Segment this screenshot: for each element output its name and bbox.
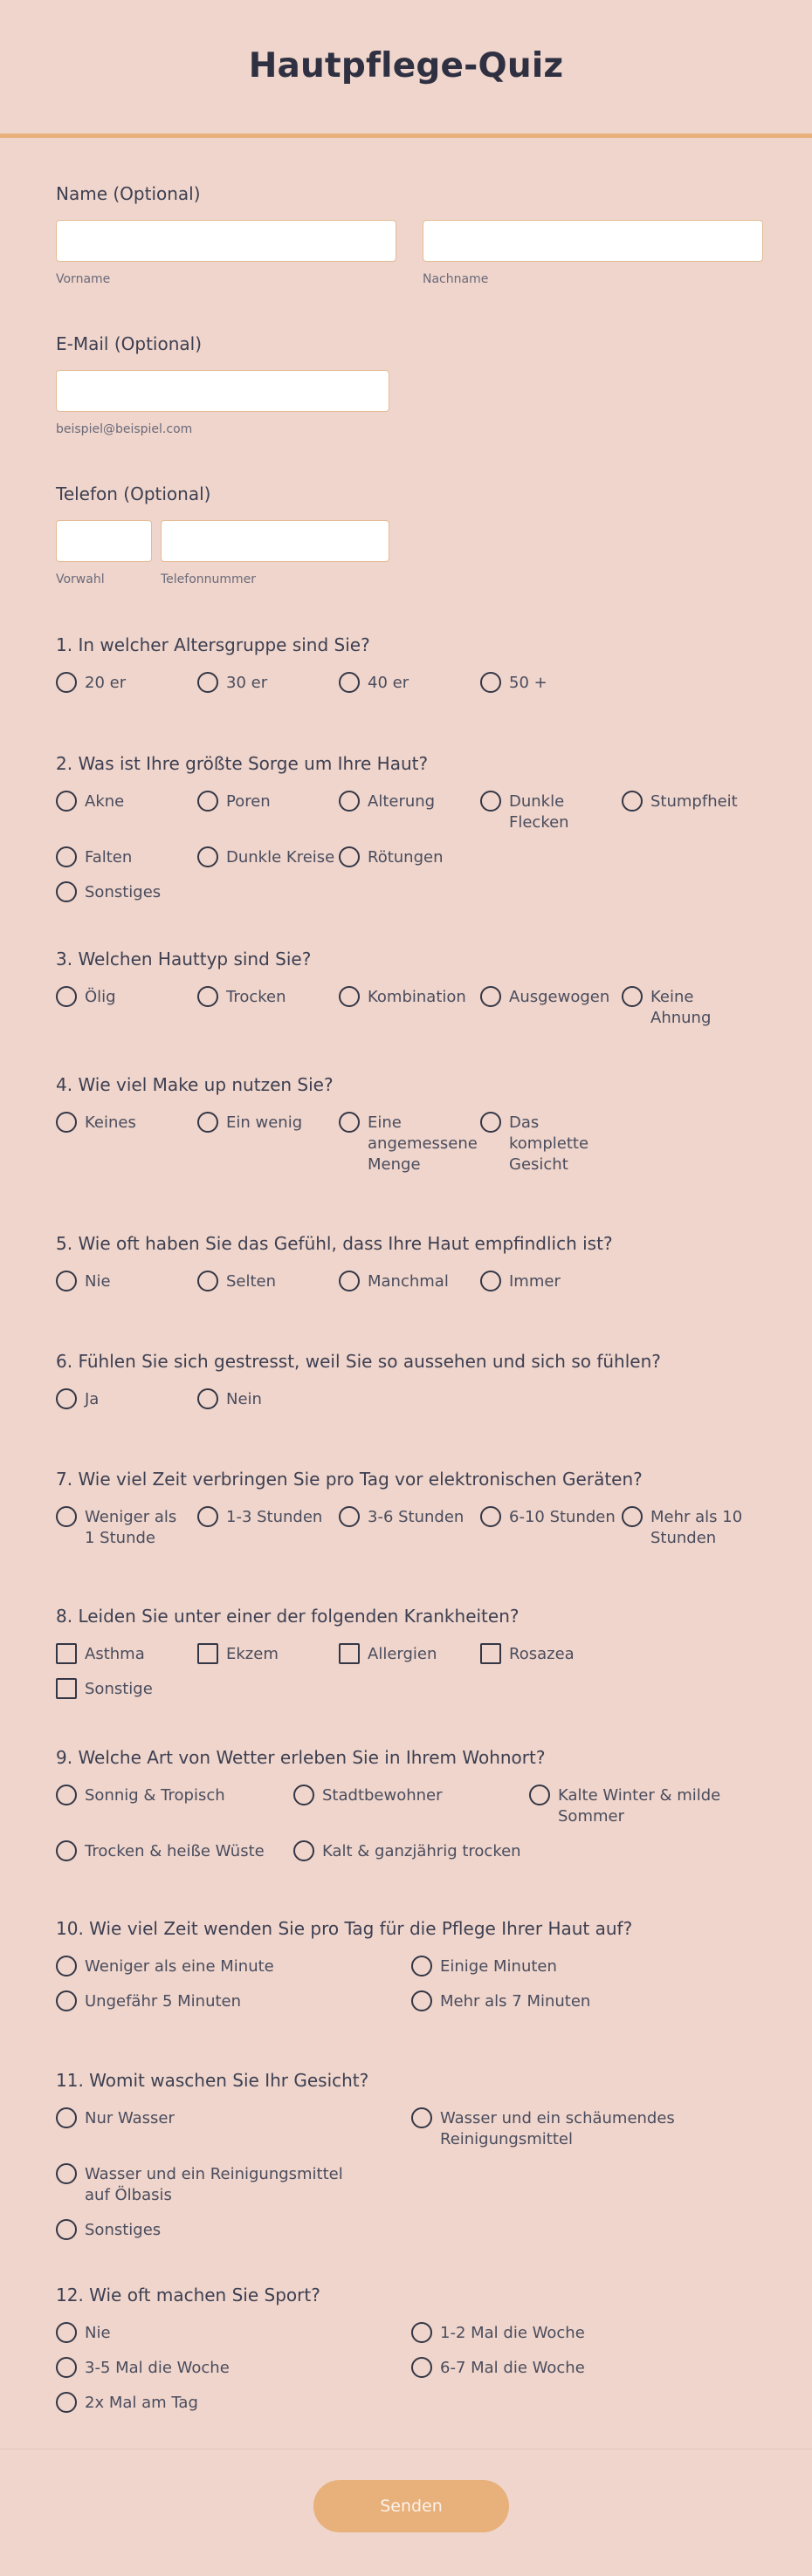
q8-option-allergien[interactable]: Allergien xyxy=(339,1644,480,1665)
page-title: Hautpflege-Quiz xyxy=(248,45,564,86)
question-5 xyxy=(56,1233,763,1292)
q12-option-nie[interactable]: Nie xyxy=(56,2323,411,2344)
q1-option-40[interactable]: 40 er xyxy=(339,673,480,694)
radio-icon[interactable] xyxy=(197,672,218,693)
radio-icon[interactable] xyxy=(339,1506,360,1527)
radio-icon[interactable] xyxy=(56,2392,77,2413)
question-11-title: 11. Womit waschen Sie Ihr Gesicht? xyxy=(56,2070,369,2091)
radio-icon[interactable] xyxy=(197,1112,218,1133)
q12-option-2x-tag[interactable]: 2x Mal am Tag xyxy=(56,2393,411,2414)
q8-option-sonstige[interactable]: Sonstige xyxy=(56,1679,763,1700)
q5-option-manchmal[interactable]: Manchmal xyxy=(339,1271,480,1292)
checkbox-icon[interactable] xyxy=(339,1643,360,1664)
phone-number-sublabel: Telefonnummer xyxy=(161,572,257,586)
radio-icon[interactable] xyxy=(339,846,360,867)
area-code-sublabel: Vorwahl xyxy=(56,572,105,586)
radio-icon[interactable] xyxy=(56,2107,77,2128)
radio-icon[interactable] xyxy=(56,1112,77,1133)
radio-icon[interactable] xyxy=(56,986,77,1007)
radio-icon[interactable] xyxy=(56,1506,77,1527)
q5-option-nie[interactable]: Nie xyxy=(56,1271,197,1292)
q1-option-30[interactable]: 30 er xyxy=(197,673,339,694)
q10-option-5-minuten[interactable]: Ungefähr 5 Minuten xyxy=(56,1991,411,2012)
question-2-title: 2. Was ist Ihre größte Sorge um Ihre Haut? xyxy=(56,753,429,774)
q4-option-angemessene-menge[interactable]: Eine angemessene Menge xyxy=(339,1113,480,1175)
radio-icon[interactable] xyxy=(339,986,360,1007)
q8-option-rosazea[interactable]: Rosazea xyxy=(480,1644,622,1665)
q2-option-dunkle-flecken[interactable]: Dunkle Flecken xyxy=(480,791,622,833)
radio-icon[interactable] xyxy=(411,1990,432,2011)
q9-option-trocken-wueste[interactable]: Trocken & heiße Wüste xyxy=(56,1841,293,1862)
radio-icon[interactable] xyxy=(293,1785,314,1805)
q9-option-stadtbewohner[interactable]: Stadtbewohner xyxy=(293,1785,529,1827)
radio-icon[interactable] xyxy=(56,2163,77,2184)
name-field xyxy=(56,183,763,286)
radio-icon[interactable] xyxy=(339,1271,360,1291)
q4-option-komplettes-gesicht[interactable]: Das komplette Gesicht xyxy=(480,1113,622,1175)
q3-option-kombination[interactable]: Kombination xyxy=(339,987,480,1029)
question-2 xyxy=(56,753,763,903)
q5-option-selten[interactable]: Selten xyxy=(197,1271,339,1292)
q8-option-asthma[interactable]: Asthma xyxy=(56,1644,197,1665)
radio-icon[interactable] xyxy=(197,791,218,812)
q1-option-20[interactable]: 20 er xyxy=(56,673,197,694)
submit-button[interactable]: Senden xyxy=(313,2480,509,2532)
radio-icon[interactable] xyxy=(339,672,360,693)
q6-option-nein[interactable]: Nein xyxy=(197,1389,339,1410)
q4-option-ein-wenig[interactable]: Ein wenig xyxy=(197,1113,339,1175)
radio-icon[interactable] xyxy=(480,986,501,1007)
question-10-title: 10. Wie viel Zeit wenden Sie pro Tag für die Pflege Ihrer Haut auf? xyxy=(56,1918,633,1939)
radio-icon[interactable] xyxy=(56,1990,77,2011)
radio-icon[interactable] xyxy=(622,1506,643,1527)
phone-label: Telefon (Optional) xyxy=(56,483,211,504)
first-name-input[interactable] xyxy=(56,220,396,262)
q3-option-oelig[interactable]: Ölig xyxy=(56,987,197,1029)
email-input[interactable] xyxy=(56,370,389,412)
question-4-title: 4. Wie viel Make up nutzen Sie? xyxy=(56,1074,334,1095)
question-6 xyxy=(56,1351,763,1410)
question-5-title: 5. Wie oft haben Sie das Gefühl, dass Ihre Haut empfindlich ist? xyxy=(56,1233,613,1254)
checkbox-icon[interactable] xyxy=(480,1643,501,1664)
radio-icon[interactable] xyxy=(197,1271,218,1291)
radio-icon[interactable] xyxy=(293,1840,314,1861)
q7-option-weniger-als-1[interactable]: Weniger als 1 Stunde xyxy=(56,1507,197,1549)
radio-icon[interactable] xyxy=(56,846,77,867)
q12-option-3-5[interactable]: 3-5 Mal die Woche xyxy=(56,2358,411,2379)
question-9-title: 9. Welche Art von Wetter erleben Sie in Ihrem Wohnort? xyxy=(56,1747,546,1768)
q7-option-1-3[interactable]: 1-3 Stunden xyxy=(197,1507,339,1549)
q2-option-roetungen[interactable]: Rötungen xyxy=(339,847,480,868)
email-field xyxy=(56,333,763,436)
q10-option-weniger-als-minute[interactable]: Weniger als eine Minute xyxy=(56,1956,411,1977)
radio-icon[interactable] xyxy=(56,791,77,812)
radio-icon[interactable] xyxy=(56,1388,77,1409)
q2-option-sonstiges[interactable]: Sonstiges xyxy=(56,882,763,903)
q2-option-akne[interactable]: Akne xyxy=(56,791,197,833)
question-11 xyxy=(56,2070,763,2241)
q7-option-6-10[interactable]: 6-10 Stunden xyxy=(480,1507,622,1549)
question-6-title: 6. Fühlen Sie sich gestresst, weil Sie so aussehen und sich so fühlen? xyxy=(56,1351,661,1372)
question-3-title: 3. Welchen Hauttyp sind Sie? xyxy=(56,949,312,969)
q2-option-dunkle-kreise[interactable]: Dunkle Kreise xyxy=(197,847,339,868)
q1-option-50[interactable]: 50 + xyxy=(480,673,622,694)
radio-icon[interactable] xyxy=(622,791,643,812)
q3-option-ausgewogen[interactable]: Ausgewogen xyxy=(480,987,622,1029)
form-header xyxy=(0,0,812,138)
q10-option-mehr-als-7[interactable]: Mehr als 7 Minuten xyxy=(411,1991,760,2012)
name-label: Name (Optional) xyxy=(56,183,201,204)
radio-icon[interactable] xyxy=(411,1956,432,1977)
question-7 xyxy=(56,1469,763,1549)
q6-option-ja[interactable]: Ja xyxy=(56,1389,197,1410)
radio-icon[interactable] xyxy=(480,672,501,693)
radio-icon[interactable] xyxy=(529,1785,550,1805)
radio-icon[interactable] xyxy=(56,1271,77,1291)
checkbox-icon[interactable] xyxy=(197,1643,218,1664)
radio-icon[interactable] xyxy=(197,1506,218,1527)
q12-option-1-2[interactable]: 1-2 Mal die Woche xyxy=(411,2323,760,2344)
q9-option-kalte-winter[interactable]: Kalte Winter & milde Sommer xyxy=(529,1785,747,1827)
q4-option-keines[interactable]: Keines xyxy=(56,1113,197,1175)
question-3 xyxy=(56,949,763,1029)
q12-option-6-7[interactable]: 6-7 Mal die Woche xyxy=(411,2358,760,2379)
question-12 xyxy=(56,2285,763,2414)
question-8-title: 8. Leiden Sie unter einer der folgenden Krankheiten? xyxy=(56,1606,520,1627)
radio-icon[interactable] xyxy=(622,986,643,1007)
question-4 xyxy=(56,1074,763,1175)
question-1 xyxy=(56,634,763,694)
first-name-sublabel: Vorname xyxy=(56,272,111,286)
radio-icon[interactable] xyxy=(56,1785,77,1805)
q8-option-ekzem[interactable]: Ekzem xyxy=(197,1644,339,1665)
radio-icon[interactable] xyxy=(56,881,77,902)
q11-option-oelbasis[interactable]: Wasser und ein Reinigungsmittel auf Ölbasis xyxy=(56,2164,411,2206)
question-8 xyxy=(56,1606,763,1700)
radio-icon[interactable] xyxy=(339,791,360,812)
radio-icon[interactable] xyxy=(56,1840,77,1861)
radio-icon[interactable] xyxy=(56,2357,77,2378)
q7-option-mehr-als-10[interactable]: Mehr als 10 Stunden xyxy=(622,1507,763,1549)
radio-icon[interactable] xyxy=(480,1271,501,1291)
question-7-title: 7. Wie viel Zeit verbringen Sie pro Tag vor elektronischen Geräten? xyxy=(56,1469,643,1490)
q2-option-alterung[interactable]: Alterung xyxy=(339,791,480,833)
q11-option-nur-wasser[interactable]: Nur Wasser xyxy=(56,2108,411,2150)
q10-option-einige-minuten[interactable]: Einige Minuten xyxy=(411,1956,760,1977)
radio-icon[interactable] xyxy=(339,1112,360,1133)
q7-option-3-6[interactable]: 3-6 Stunden xyxy=(339,1507,480,1549)
email-sublabel: beispiel@beispiel.com xyxy=(56,422,193,436)
q11-option-sonstiges[interactable]: Sonstiges xyxy=(56,2220,411,2241)
question-9 xyxy=(56,1747,763,1862)
radio-icon[interactable] xyxy=(56,2322,77,2343)
phone-number-input[interactable] xyxy=(161,520,389,562)
radio-icon[interactable] xyxy=(197,1388,218,1409)
radio-icon[interactable] xyxy=(480,1506,501,1527)
radio-icon[interactable] xyxy=(411,2107,432,2128)
area-code-input[interactable] xyxy=(56,520,152,562)
checkbox-icon[interactable] xyxy=(56,1643,77,1664)
q9-option-sonnig[interactable]: Sonnig & Tropisch xyxy=(56,1785,293,1827)
q2-option-poren[interactable]: Poren xyxy=(197,791,339,833)
radio-icon[interactable] xyxy=(480,1112,501,1133)
q5-option-immer[interactable]: Immer xyxy=(480,1271,622,1292)
question-1-title: 1. In welcher Altersgruppe sind Sie? xyxy=(56,634,370,655)
radio-icon[interactable] xyxy=(197,986,218,1007)
question-10 xyxy=(56,1918,763,2012)
q3-option-keine-ahnung[interactable]: Keine Ahnung xyxy=(622,987,763,1029)
q9-option-kalt-trocken[interactable]: Kalt & ganzjährig trocken xyxy=(293,1841,529,1862)
q3-option-trocken[interactable]: Trocken xyxy=(197,987,339,1029)
checkbox-icon[interactable] xyxy=(56,1678,77,1699)
radio-icon[interactable] xyxy=(411,2322,432,2343)
email-label: E-Mail (Optional) xyxy=(56,333,203,354)
q11-option-schaeumend[interactable]: Wasser und ein schäumendes Reinigungsmittel xyxy=(411,2108,760,2150)
radio-icon[interactable] xyxy=(197,846,218,867)
phone-field xyxy=(56,483,763,586)
radio-icon[interactable] xyxy=(56,2219,77,2240)
radio-icon[interactable] xyxy=(411,2357,432,2378)
radio-icon[interactable] xyxy=(56,1956,77,1977)
q2-option-falten[interactable]: Falten xyxy=(56,847,197,868)
q2-option-stumpfheit[interactable]: Stumpfheit xyxy=(622,791,763,833)
radio-icon[interactable] xyxy=(56,672,77,693)
last-name-sublabel: Nachname xyxy=(423,272,489,286)
radio-icon[interactable] xyxy=(480,791,501,812)
last-name-input[interactable] xyxy=(423,220,763,262)
question-12-title: 12. Wie oft machen Sie Sport? xyxy=(56,2285,320,2305)
